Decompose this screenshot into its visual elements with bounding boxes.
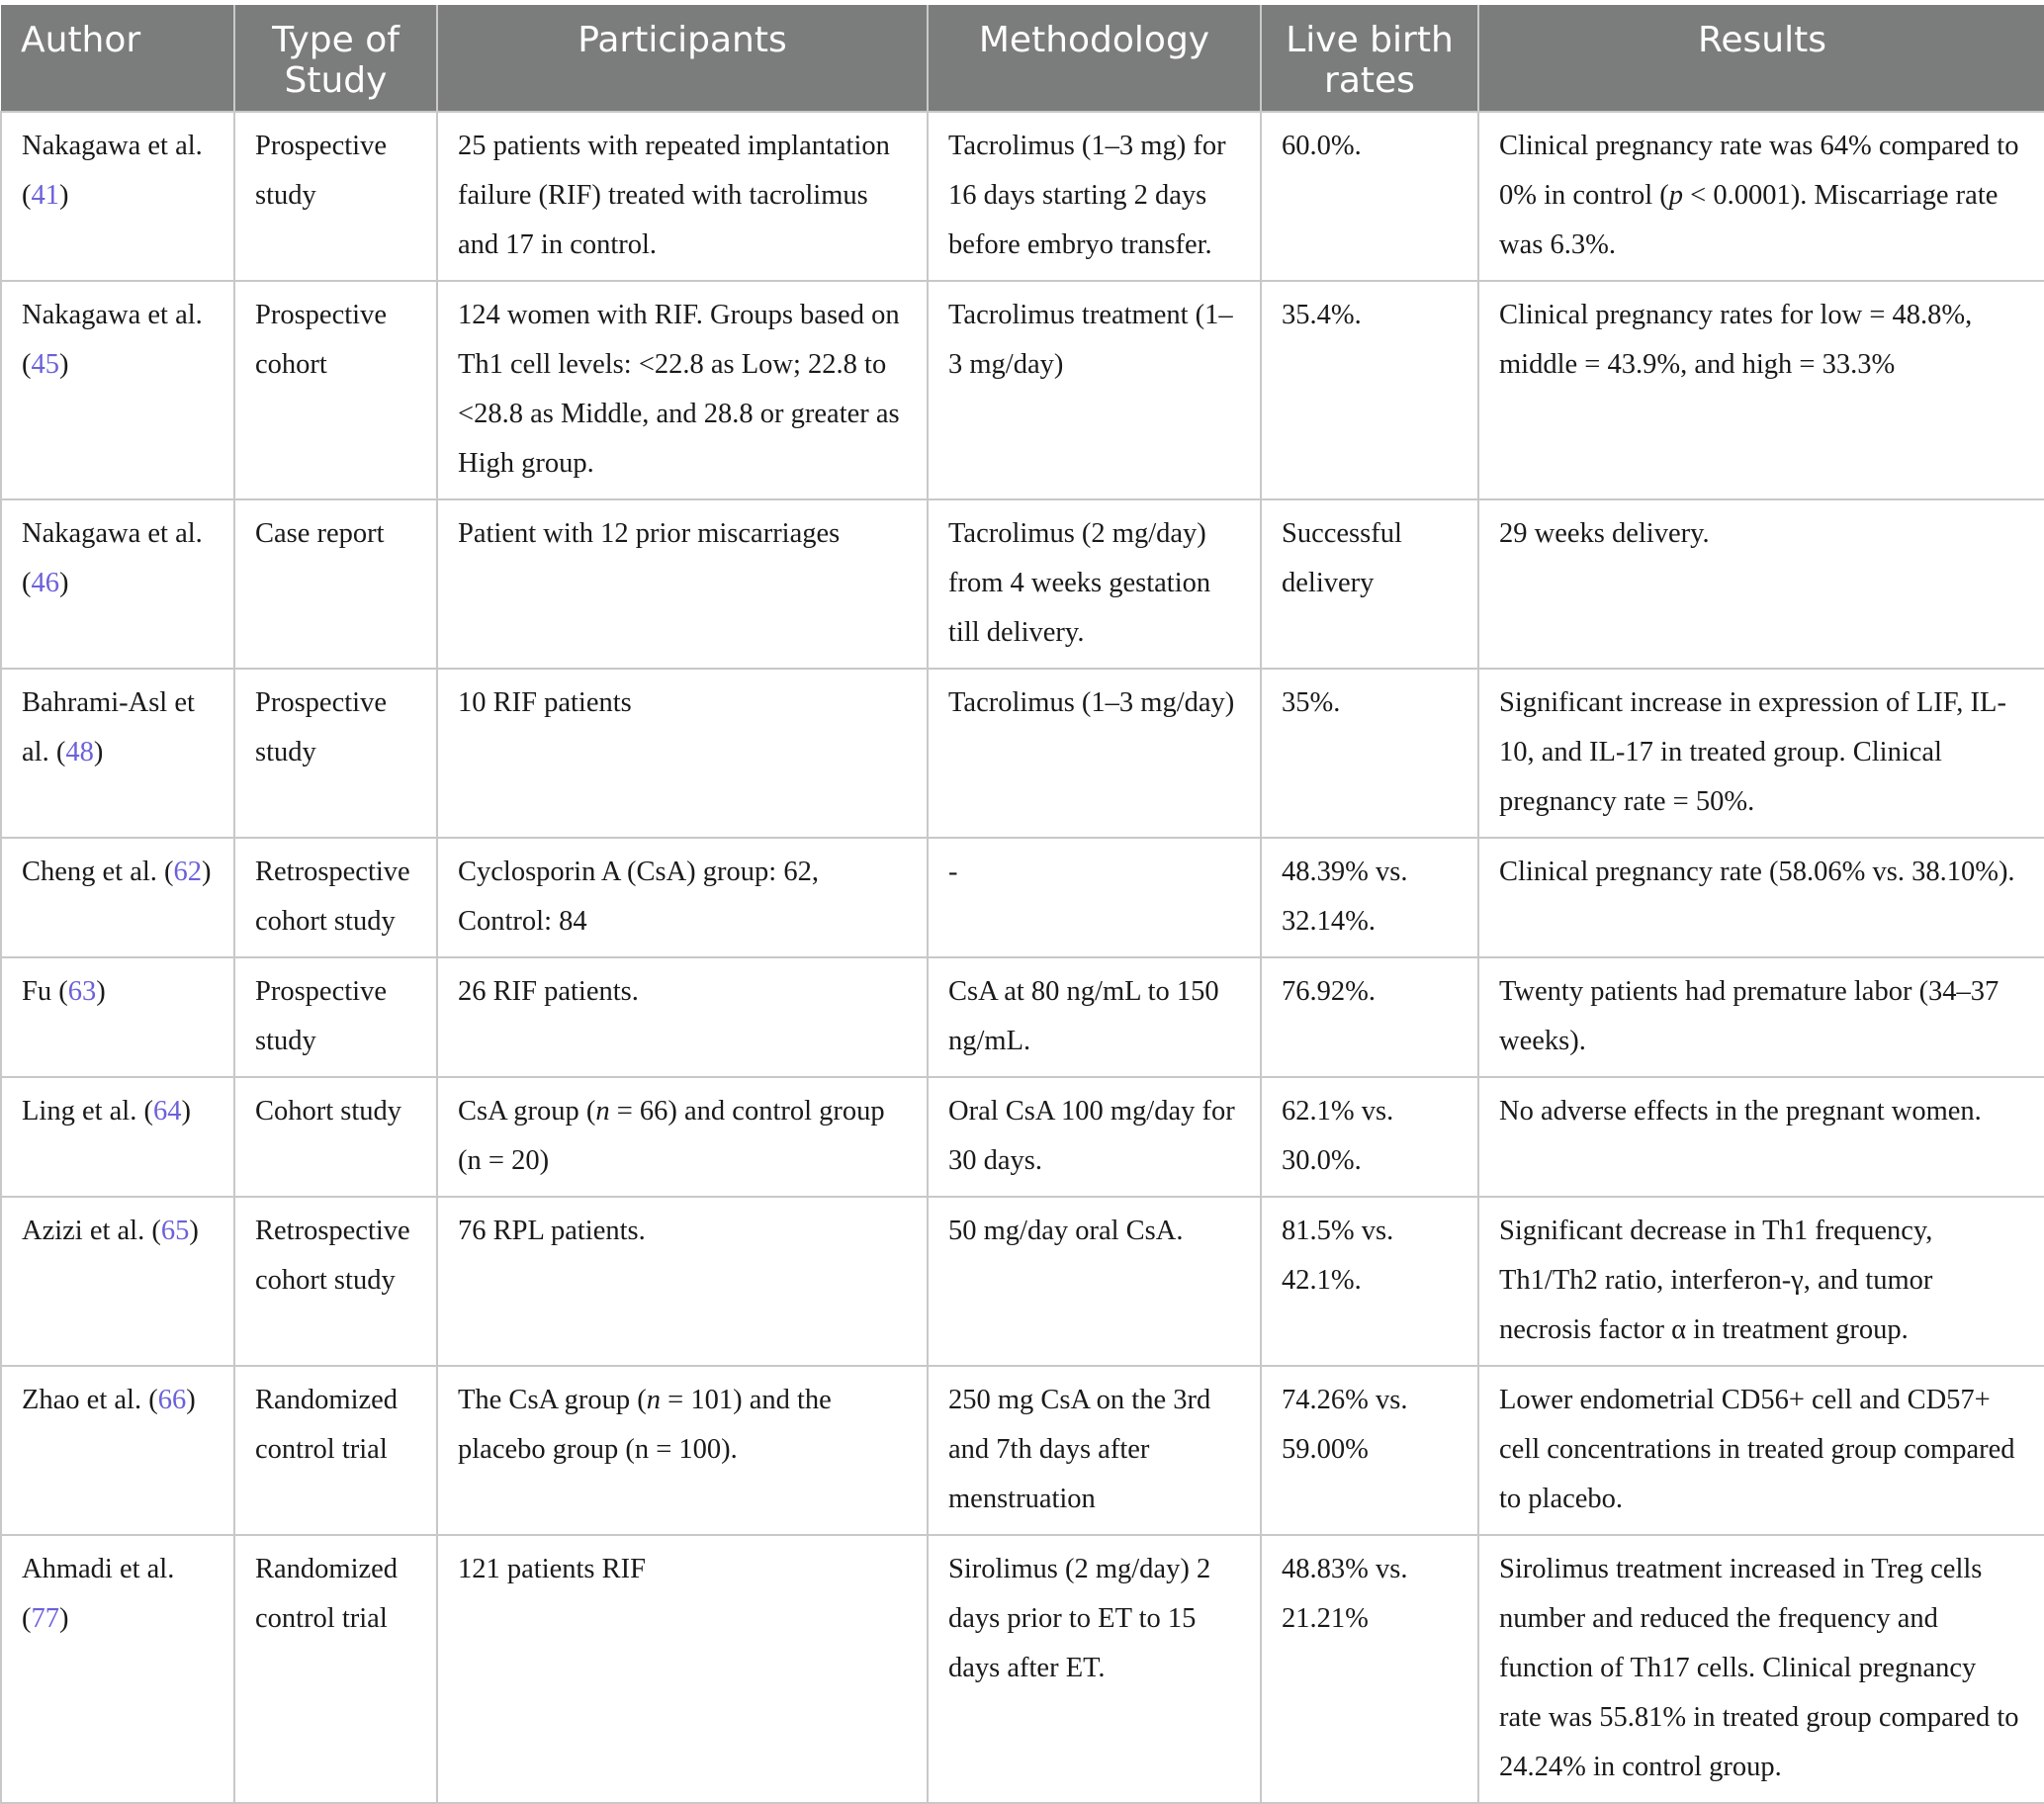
results-cell <box>1478 1366 2044 1535</box>
cell-text: Lower endometrial CD56+ cell and CD57+ cell concentrations in treated group compared to placebo. <box>1499 1385 2015 1514</box>
author-paren: ) <box>181 1096 191 1127</box>
author-paren: ) <box>59 349 69 380</box>
cell-text: 124 women with RIF. Groups based on Th1 cell levels: <22.8 as Low; 22.8 to <28.8 as Middle, and 28.8 or greater as High group. <box>458 300 900 479</box>
reference-link[interactable]: 63 <box>67 976 97 1007</box>
author-name: Ling et al. ( <box>22 1096 153 1127</box>
cell-text: Twenty patients had premature labor (34–37 weeks). <box>1499 976 2000 1056</box>
results-cell <box>1478 499 2044 669</box>
cell-text: No adverse effects in the pregnant women. <box>1499 1096 1982 1127</box>
participants-cell <box>437 112 928 281</box>
italic-symbol: n <box>646 1385 662 1415</box>
table-header-row <box>1 5 2044 112</box>
author-paren: ) <box>93 737 104 767</box>
cell-text: Patient with 12 prior miscarriages <box>458 518 841 549</box>
type-of-study-cell: Prospective study <box>234 112 437 281</box>
methodology-cell: Tacrolimus (1–3 mg/day) <box>928 669 1261 838</box>
cell-text: Significant increase in expression of LIF, IL-10, and IL-17 in treated group. Clinical pregnancy rate = 50%. <box>1499 687 2006 817</box>
results-cell <box>1478 669 2044 838</box>
cell-text: 76 RPL patients. <box>458 1216 646 1246</box>
author-cell <box>1 1197 234 1366</box>
methodology-cell: Tacrolimus (2 mg/day) from 4 weeks gestation till delivery. <box>928 499 1261 669</box>
participants-cell <box>437 1535 928 1803</box>
cell-text: CsA group ( <box>458 1096 596 1127</box>
cell-text: = 101) and the placebo group (n = 100). <box>458 1385 832 1465</box>
results-cell <box>1478 281 2044 499</box>
participants-cell <box>437 281 928 499</box>
methodology-cell: 50 mg/day oral CsA. <box>928 1197 1261 1366</box>
live-birth-rate-cell: 74.26% vs. 59.00% <box>1261 1366 1478 1535</box>
results-cell <box>1478 1197 2044 1366</box>
cell-text: 25 patients with repeated implantation failure (RIF) treated with tacrolimus and 17 in control. <box>458 131 890 260</box>
reference-link[interactable]: 65 <box>160 1216 190 1246</box>
participants-cell <box>437 669 928 838</box>
author-paren: ) <box>59 180 69 211</box>
participants-cell <box>437 1077 928 1197</box>
table-body <box>1 112 2044 1803</box>
live-birth-rate-cell: 76.92%. <box>1261 957 1478 1077</box>
table-row <box>1 957 2044 1077</box>
methodology-cell: Tacrolimus (1–3 mg) for 16 days starting 2 days before embryo transfer. <box>928 112 1261 281</box>
author-name: Fu ( <box>22 976 68 1007</box>
author-name: Nakagawa et al. ( <box>22 518 203 598</box>
results-cell <box>1478 1077 2044 1197</box>
header-results: Results <box>1478 5 2044 112</box>
methodology-cell: CsA at 80 ng/mL to 150 ng/mL. <box>928 957 1261 1077</box>
author-cell <box>1 499 234 669</box>
author-cell <box>1 281 234 499</box>
table-row <box>1 838 2044 957</box>
reference-link[interactable]: 66 <box>157 1385 187 1415</box>
results-cell <box>1478 112 2044 281</box>
type-of-study-cell: Randomized control trial <box>234 1366 437 1535</box>
table-row <box>1 1077 2044 1197</box>
table-row <box>1 112 2044 281</box>
author-paren: ) <box>186 1385 196 1415</box>
methodology-cell: Oral CsA 100 mg/day for 30 days. <box>928 1077 1261 1197</box>
type-of-study-cell: Retrospective cohort study <box>234 838 437 957</box>
author-name: Zhao et al. ( <box>22 1385 158 1415</box>
cell-text: 10 RIF patients <box>458 687 632 718</box>
table-row <box>1 1535 2044 1803</box>
author-name: Nakagawa et al. ( <box>22 300 203 380</box>
cell-text: 121 patients RIF <box>458 1554 646 1584</box>
reference-link[interactable]: 41 <box>31 180 59 211</box>
live-birth-rate-cell: 81.5% vs. 42.1%. <box>1261 1197 1478 1366</box>
cell-text: Significant decrease in Th1 frequency, Th1/Th2 ratio, interferon-γ, and tumor necrosis factor α in treatment group. <box>1499 1216 1933 1345</box>
cell-text: The CsA group ( <box>458 1385 647 1415</box>
participants-cell <box>437 1197 928 1366</box>
results-cell <box>1478 957 2044 1077</box>
author-cell <box>1 1535 234 1803</box>
header-live-birth-rates: Live birth rates <box>1261 5 1478 112</box>
cell-text: 29 weeks delivery. <box>1499 518 1710 549</box>
live-birth-rate-cell: 35%. <box>1261 669 1478 838</box>
methodology-cell: 250 mg CsA on the 3rd and 7th days after menstruation <box>928 1366 1261 1535</box>
italic-symbol: p <box>1668 180 1684 211</box>
table-row <box>1 1197 2044 1366</box>
type-of-study-cell: Prospective cohort <box>234 281 437 499</box>
header-participants: Participants <box>437 5 928 112</box>
author-name: Ahmadi et al. ( <box>22 1554 175 1634</box>
table-row <box>1 499 2044 669</box>
methodology-cell: - <box>928 838 1261 957</box>
author-name: Cheng et al. ( <box>22 857 174 887</box>
author-cell <box>1 838 234 957</box>
cell-text: = 66) and control group (n = 20) <box>458 1096 885 1176</box>
type-of-study-cell: Cohort study <box>234 1077 437 1197</box>
participants-cell <box>437 499 928 669</box>
participants-cell <box>437 957 928 1077</box>
table-row <box>1 669 2044 838</box>
cell-text: Clinical pregnancy rate (58.06% vs. 38.10%). <box>1499 857 2015 887</box>
author-cell <box>1 112 234 281</box>
cell-text: Cyclosporin A (CsA) group: 62, Control: 84 <box>458 857 819 937</box>
reference-link[interactable]: 46 <box>31 568 59 598</box>
type-of-study-cell: Retrospective cohort study <box>234 1197 437 1366</box>
results-cell <box>1478 1535 2044 1803</box>
live-birth-rate-cell: 60.0%. <box>1261 112 1478 281</box>
header-type-of-study: Type of Study <box>234 5 437 112</box>
cell-text: 26 RIF patients. <box>458 976 639 1007</box>
cell-text: Clinical pregnancy rate was 64% compared to 0% in control ( <box>1499 131 2019 211</box>
type-of-study-cell: Case report <box>234 499 437 669</box>
author-cell <box>1 1366 234 1535</box>
participants-cell <box>437 1366 928 1535</box>
reference-link[interactable]: 45 <box>31 349 59 380</box>
header-methodology: Methodology <box>928 5 1261 112</box>
live-birth-rate-cell: Successful delivery <box>1261 499 1478 669</box>
results-cell <box>1478 838 2044 957</box>
cell-text: Sirolimus treatment increased in Treg cells number and reduced the frequency and function of Th17 cells. Clinical pregnancy rate was 55.81% in treated group compared to 24.24% in control group. <box>1499 1554 2019 1782</box>
table-row <box>1 281 2044 499</box>
author-name: Nakagawa et al. ( <box>22 131 203 211</box>
author-name: Bahrami-Asl et al. ( <box>22 687 195 767</box>
live-birth-rate-cell: 62.1% vs. 30.0%. <box>1261 1077 1478 1197</box>
author-paren: ) <box>59 1603 69 1634</box>
author-name: Azizi et al. ( <box>22 1216 161 1246</box>
table-row <box>1 1366 2044 1535</box>
author-cell <box>1 957 234 1077</box>
type-of-study-cell: Prospective study <box>234 669 437 838</box>
author-cell <box>1 1077 234 1197</box>
author-paren: ) <box>59 568 69 598</box>
author-paren: ) <box>202 857 212 887</box>
live-birth-rate-cell: 35.4%. <box>1261 281 1478 499</box>
reference-link[interactable]: 77 <box>31 1603 59 1634</box>
header-author: Author <box>1 5 234 112</box>
type-of-study-cell: Randomized control trial <box>234 1535 437 1803</box>
reference-link[interactable]: 48 <box>65 737 94 767</box>
cell-text: Clinical pregnancy rates for low = 48.8%, middle = 43.9%, and high = 33.3% <box>1499 300 1973 380</box>
cell-text: < 0.0001). Miscarriage rate was 6.3%. <box>1499 180 1999 260</box>
methodology-cell: Sirolimus (2 mg/day) 2 days prior to ET to 15 days after ET. <box>928 1535 1261 1803</box>
live-birth-rate-cell: 48.39% vs. 32.14%. <box>1261 838 1478 957</box>
study-table <box>0 5 2044 1804</box>
author-paren: ) <box>96 976 106 1007</box>
italic-symbol: n <box>595 1096 610 1127</box>
reference-link[interactable]: 64 <box>152 1096 182 1127</box>
author-paren: ) <box>189 1216 199 1246</box>
methodology-cell: Tacrolimus treatment (1–3 mg/day) <box>928 281 1261 499</box>
reference-link[interactable]: 62 <box>173 857 203 887</box>
author-cell <box>1 669 234 838</box>
participants-cell <box>437 838 928 957</box>
live-birth-rate-cell: 48.83% vs. 21.21% <box>1261 1535 1478 1803</box>
type-of-study-cell: Prospective study <box>234 957 437 1077</box>
